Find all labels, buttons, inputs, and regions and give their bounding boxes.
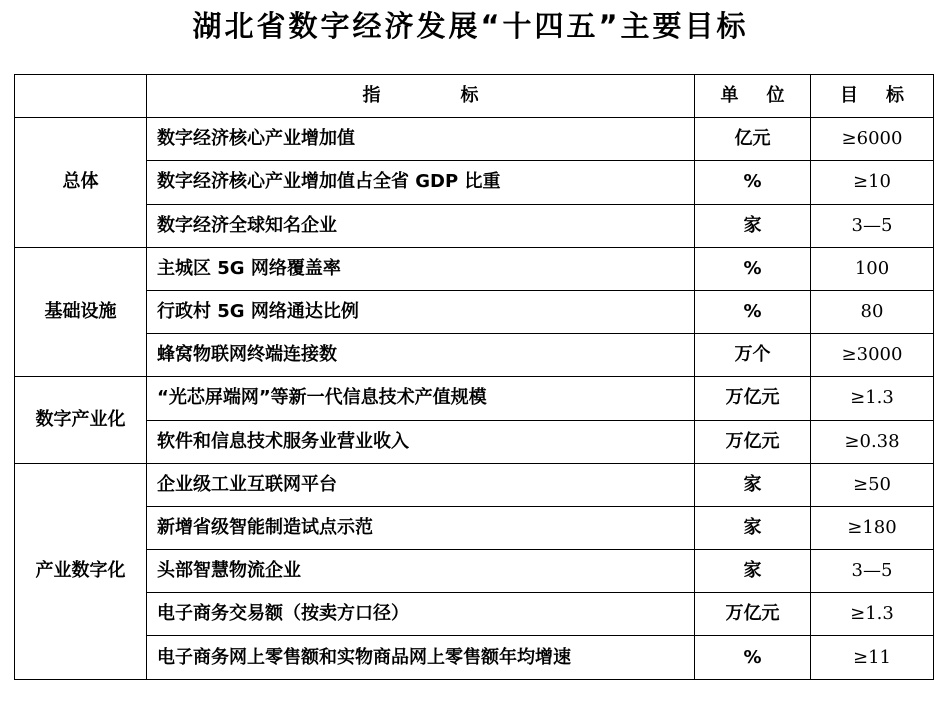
target-cell: ≥180 — [811, 506, 934, 549]
unit-cell: % — [695, 247, 811, 290]
indicator-cell: 行政村 5G 网络通达比例 — [147, 290, 695, 333]
indicator-cell: 数字经济核心产业增加值 — [147, 118, 695, 161]
header-indicator-b: 标 — [460, 85, 479, 107]
unit-cell: 万亿元 — [695, 593, 811, 636]
indicator-cell: 数字经济核心产业增加值占全省 GDP 比重 — [147, 161, 695, 204]
header-indicator — [147, 75, 695, 118]
table-row — [15, 506, 934, 549]
unit-cell: 家 — [695, 550, 811, 593]
unit-cell: 家 — [695, 463, 811, 506]
target-cell: 3—5 — [811, 550, 934, 593]
header-target-a: 目 — [840, 85, 858, 107]
unit-cell: 家 — [695, 506, 811, 549]
unit-cell: % — [695, 290, 811, 333]
target-cell: ≥10 — [811, 161, 934, 204]
category-cell: 总体 — [15, 118, 147, 248]
target-cell: ≥1.3 — [811, 377, 934, 420]
target-cell: 100 — [811, 247, 934, 290]
table-row — [15, 550, 934, 593]
category-cell: 数字产业化 — [15, 377, 147, 463]
header-target-b: 标 — [886, 85, 904, 107]
header-unit-b: 位 — [766, 85, 785, 107]
table-row — [15, 636, 934, 679]
indicator-cell: 电子商务网上零售额和实物商品网上零售额年均增速 — [147, 636, 695, 679]
table-row — [15, 463, 934, 506]
target-cell: ≥11 — [811, 636, 934, 679]
indicator-cell: 主城区 5G 网络覆盖率 — [147, 247, 695, 290]
target-cell: 3—5 — [811, 204, 934, 247]
target-cell: ≥0.38 — [811, 420, 934, 463]
header-unit-a: 单 — [720, 85, 739, 107]
indicator-cell: 新增省级智能制造试点示范 — [147, 506, 695, 549]
targets-table — [14, 74, 934, 680]
unit-cell: 万亿元 — [695, 377, 811, 420]
indicator-cell: 蜂窝物联网终端连接数 — [147, 334, 695, 377]
target-cell: ≥1.3 — [811, 593, 934, 636]
unit-cell: 万个 — [695, 334, 811, 377]
table-header-row — [15, 75, 934, 118]
unit-cell: % — [695, 161, 811, 204]
indicator-cell: “光芯屏端网”等新一代信息技术产值规模 — [147, 377, 695, 420]
unit-cell: 家 — [695, 204, 811, 247]
table-row — [15, 334, 934, 377]
table-row — [15, 420, 934, 463]
unit-cell: 亿元 — [695, 118, 811, 161]
indicator-cell: 企业级工业互联网平台 — [147, 463, 695, 506]
unit-cell: 万亿元 — [695, 420, 811, 463]
unit-cell: % — [695, 636, 811, 679]
indicator-cell: 数字经济全球知名企业 — [147, 204, 695, 247]
table-row — [15, 247, 934, 290]
indicator-cell: 软件和信息技术服务业营业收入 — [147, 420, 695, 463]
header-category — [15, 75, 147, 118]
indicator-cell: 电子商务交易额（按卖方口径） — [147, 593, 695, 636]
category-cell: 产业数字化 — [15, 463, 147, 679]
table-row — [15, 593, 934, 636]
header-unit — [695, 75, 811, 118]
target-cell: ≥6000 — [811, 118, 934, 161]
indicator-cell: 头部智慧物流企业 — [147, 550, 695, 593]
table-row — [15, 204, 934, 247]
target-cell: ≥50 — [811, 463, 934, 506]
target-cell: 80 — [811, 290, 934, 333]
table-row — [15, 161, 934, 204]
category-cell: 基础设施 — [15, 247, 147, 377]
table-row — [15, 377, 934, 420]
table-row — [15, 290, 934, 333]
page-title: 湖北省数字经济发展“十四五”主要目标 — [192, 9, 749, 43]
table-row — [15, 118, 934, 161]
header-indicator-a: 指 — [362, 85, 381, 107]
target-cell: ≥3000 — [811, 334, 934, 377]
header-target — [811, 75, 934, 118]
